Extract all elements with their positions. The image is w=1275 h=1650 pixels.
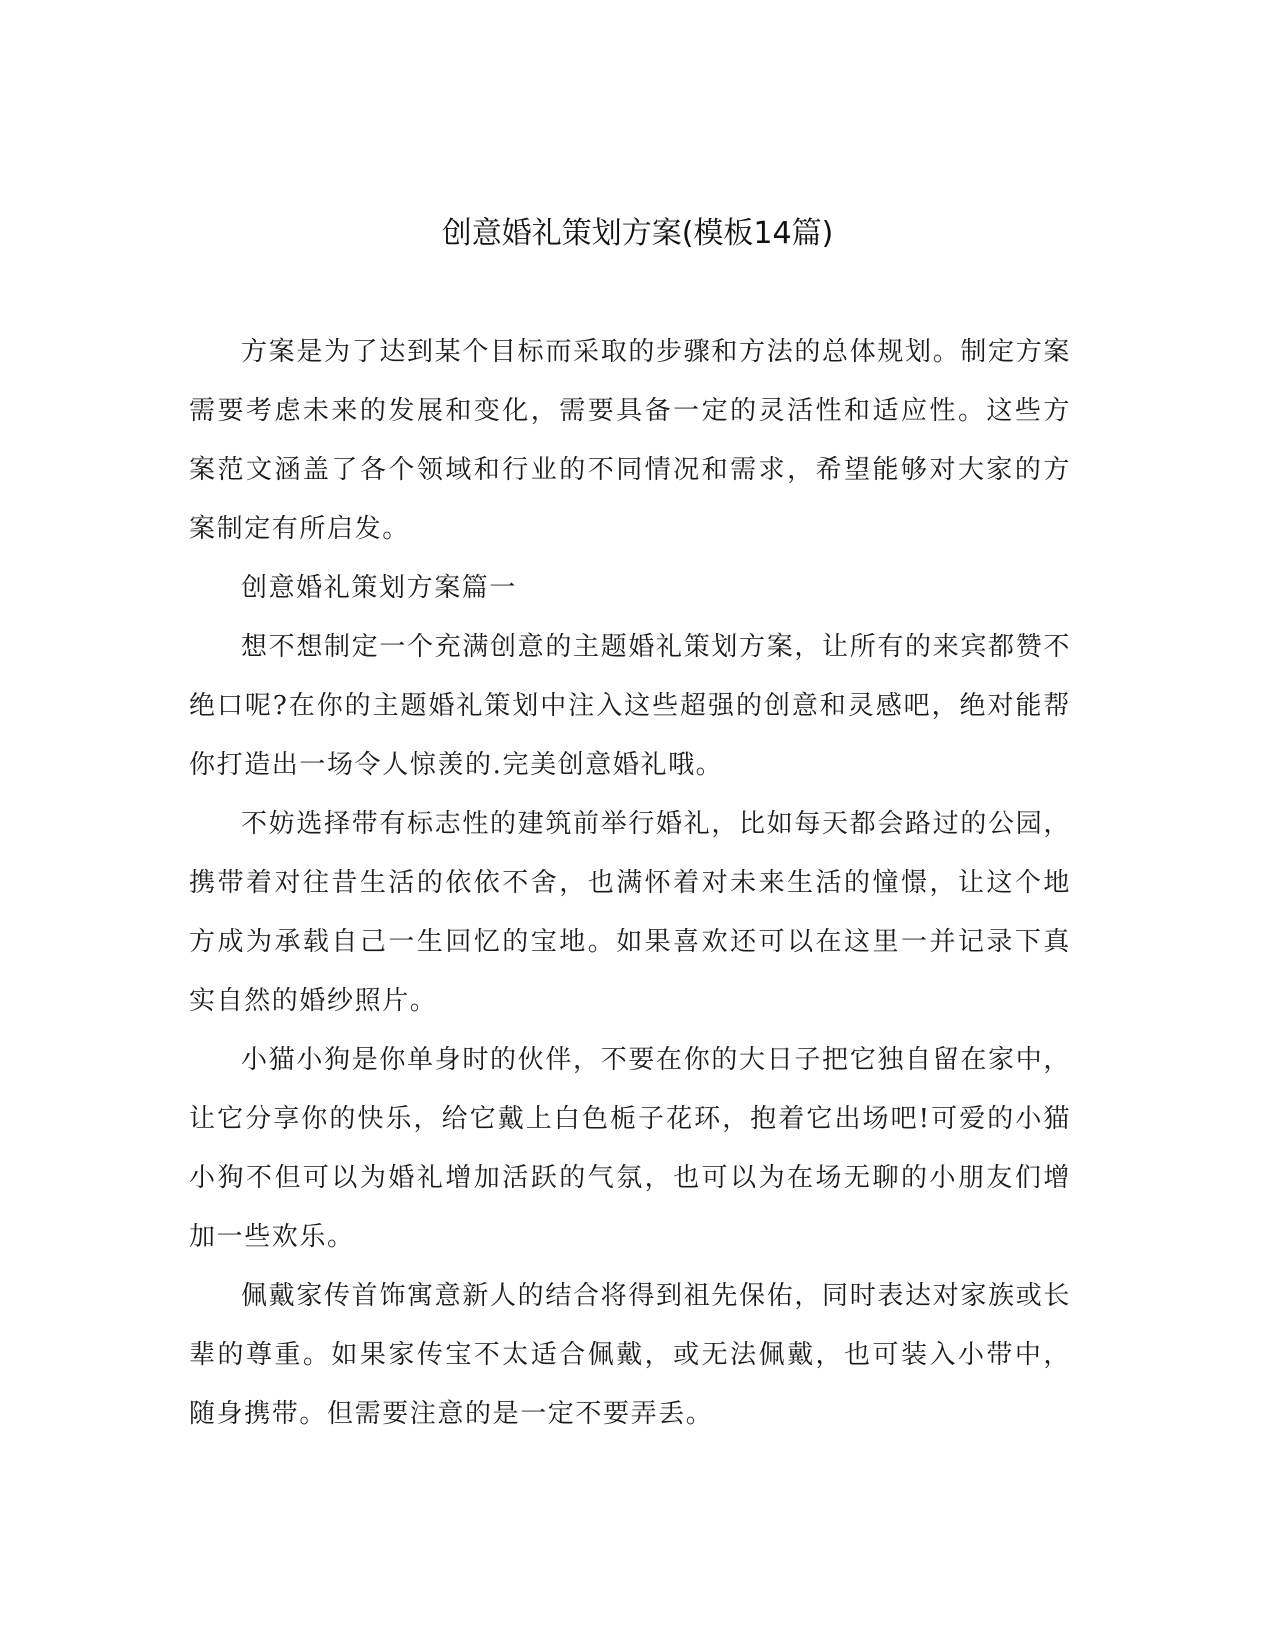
section-heading: 创意婚礼策划方案篇一 — [241, 573, 518, 603]
paragraph: 不妨选择带有标志性的建筑前举行婚礼，比如每天都会路过的公园，携带着对往昔生活的依依不舍，也满怀着对未来生活的憧憬，让这个地方成为承载自己一生回忆的宝地。如果喜欢还可以在这里一并记录下真实自然的婚纱照片。 — [189, 809, 1071, 1016]
paragraph: 小猫小狗是你单身时的伙伴，不要在你的大日子把它独自留在家中，让它分享你的快乐，给它戴上白色栀子花环，抱着它出场吧!可爱的小猫小狗不但可以为婚礼增加活跃的气氛，也可以为在场无聊的小朋友们增加一些欢乐。 — [189, 1045, 1071, 1252]
document-body — [189, 323, 1071, 1444]
paragraph: 想不想制定一个充满创意的主题婚礼策划方案，让所有的来宾都赞不绝口呢?在你的主题婚礼策划中注入这些超强的创意和灵感吧，绝对能帮你打造出一场令人惊羡的.完美创意婚礼哦。 — [189, 632, 1071, 780]
paragraph-intro: 方案是为了达到某个目标而采取的步骤和方法的总体规划。制定方案需要考虑未来的发展和变化，需要具备一定的灵活性和适应性。这些方案范文涵盖了各个领域和行业的不同情况和需求，希望能够对大家的方案制定有所启发。 — [189, 337, 1071, 544]
document-title: 创意婚礼策划方案(模板14篇) — [441, 216, 834, 251]
paragraph: 佩戴家传首饰寓意新人的结合将得到祖先保佑，同时表达对家族或长辈的尊重。如果家传宝不太适合佩戴，或无法佩戴，也可装入小带中，随身携带。但需要注意的是一定不要弄丢。 — [189, 1281, 1071, 1429]
